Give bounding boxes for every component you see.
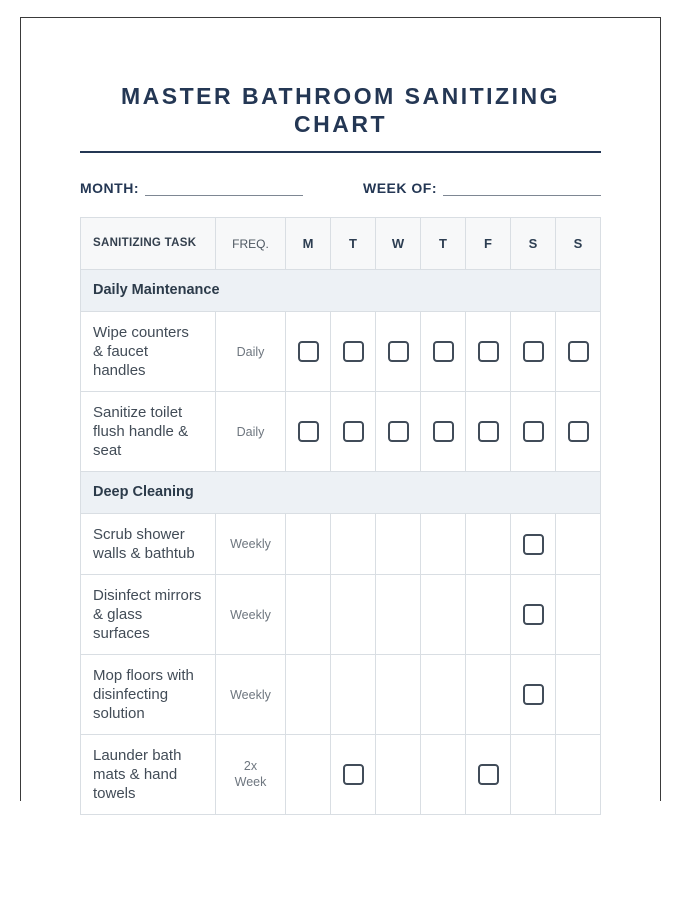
week-of-input-line[interactable] [443,180,601,196]
frequency-cell [216,392,286,472]
month-input-line[interactable] [145,180,303,196]
frequency-text: Weekly [230,607,271,622]
checkbox[interactable] [433,341,454,362]
frequency-cell [216,735,286,815]
day-cell [376,514,421,575]
day-cell [376,575,421,655]
day-cell [511,655,556,735]
frequency-cell [216,655,286,735]
day-cell [376,392,421,472]
day-cell [511,514,556,575]
checkbox[interactable] [478,764,499,785]
day-cell [421,575,466,655]
task-label: Disinfect mirrors & glass surfaces [81,575,216,655]
section-row [81,270,601,312]
checkbox[interactable] [478,341,499,362]
frequency-text: 2x Week [234,759,267,789]
task-label: Sanitize toilet flush handle & seat [81,392,216,472]
day-cell [331,312,376,392]
column-header-day-2: W [376,218,421,270]
fields-row [80,180,601,196]
checkbox[interactable] [523,341,544,362]
day-cell [511,575,556,655]
day-cell [556,735,601,815]
column-header-day-6: S [556,218,601,270]
week-of-label: WEEK OF: [363,180,437,196]
task-row [81,655,601,735]
frequency-text: Weekly [230,537,271,551]
day-cell [421,735,466,815]
frequency-cell [216,514,286,575]
day-cell [466,735,511,815]
page-title: MASTER BATHROOM SANITIZING CHART [121,83,560,137]
page-content [80,82,601,815]
checkbox[interactable] [388,421,409,442]
checkbox[interactable] [343,764,364,785]
table-header-row [81,218,601,270]
column-header-freq: FREQ. [216,218,286,270]
checkbox[interactable] [523,684,544,705]
checkbox[interactable] [433,421,454,442]
checkbox[interactable] [523,421,544,442]
day-cell [556,655,601,735]
column-header-day-0: M [286,218,331,270]
checkbox[interactable] [523,604,544,625]
day-cell [376,735,421,815]
checkbox[interactable] [568,421,589,442]
document-page [20,17,661,801]
month-field [80,180,303,196]
task-label: Launder bath mats & hand towels [81,735,216,815]
sanitizing-chart-table [80,217,601,815]
task-row [81,575,601,655]
title-divider [80,151,601,153]
day-cell [466,514,511,575]
column-header-day-3: T [421,218,466,270]
day-cell [331,392,376,472]
checkbox[interactable] [343,421,364,442]
day-cell [331,575,376,655]
day-cell [556,514,601,575]
frequency-cell [216,575,286,655]
task-label: Mop floors with disinfecting solution [81,655,216,735]
day-cell [286,312,331,392]
day-cell [511,735,556,815]
month-label: MONTH: [80,180,139,196]
day-cell [511,312,556,392]
column-header-day-4: F [466,218,511,270]
checkbox[interactable] [343,341,364,362]
day-cell [511,392,556,472]
day-cell [286,575,331,655]
frequency-cell [216,312,286,392]
day-cell [331,655,376,735]
day-cell [466,312,511,392]
day-cell [331,514,376,575]
section-header-label: Daily Maintenance [81,270,601,312]
day-cell [286,655,331,735]
column-header-day-5: S [511,218,556,270]
column-header-task: SANITIZING TASK [81,218,216,270]
frequency-text: Daily [236,424,265,439]
task-label: Scrub shower walls & bathtub [81,514,216,575]
frequency-text: Weekly [230,687,271,702]
checkbox[interactable] [478,421,499,442]
task-row [81,312,601,392]
day-cell [421,392,466,472]
task-row [81,392,601,472]
checkbox[interactable] [298,421,319,442]
day-cell [286,735,331,815]
day-cell [421,655,466,735]
task-label: Wipe counters & faucet handles [81,312,216,392]
section-row [81,472,601,514]
task-row [81,735,601,815]
day-cell [421,514,466,575]
checkbox[interactable] [388,341,409,362]
day-cell [466,392,511,472]
day-cell [286,392,331,472]
checkbox[interactable] [523,534,544,555]
day-cell [421,312,466,392]
day-cell [466,575,511,655]
column-header-day-1: T [331,218,376,270]
checkbox[interactable] [298,341,319,362]
day-cell [286,514,331,575]
section-header-label: Deep Cleaning [81,472,601,514]
day-cell [376,312,421,392]
week-field [363,180,601,196]
day-cell [556,575,601,655]
frequency-text: Daily [236,344,265,359]
day-cell [331,735,376,815]
day-cell [466,655,511,735]
day-cell [556,392,601,472]
day-cell [376,655,421,735]
day-cell [556,312,601,392]
checkbox[interactable] [568,341,589,362]
task-row [81,514,601,575]
